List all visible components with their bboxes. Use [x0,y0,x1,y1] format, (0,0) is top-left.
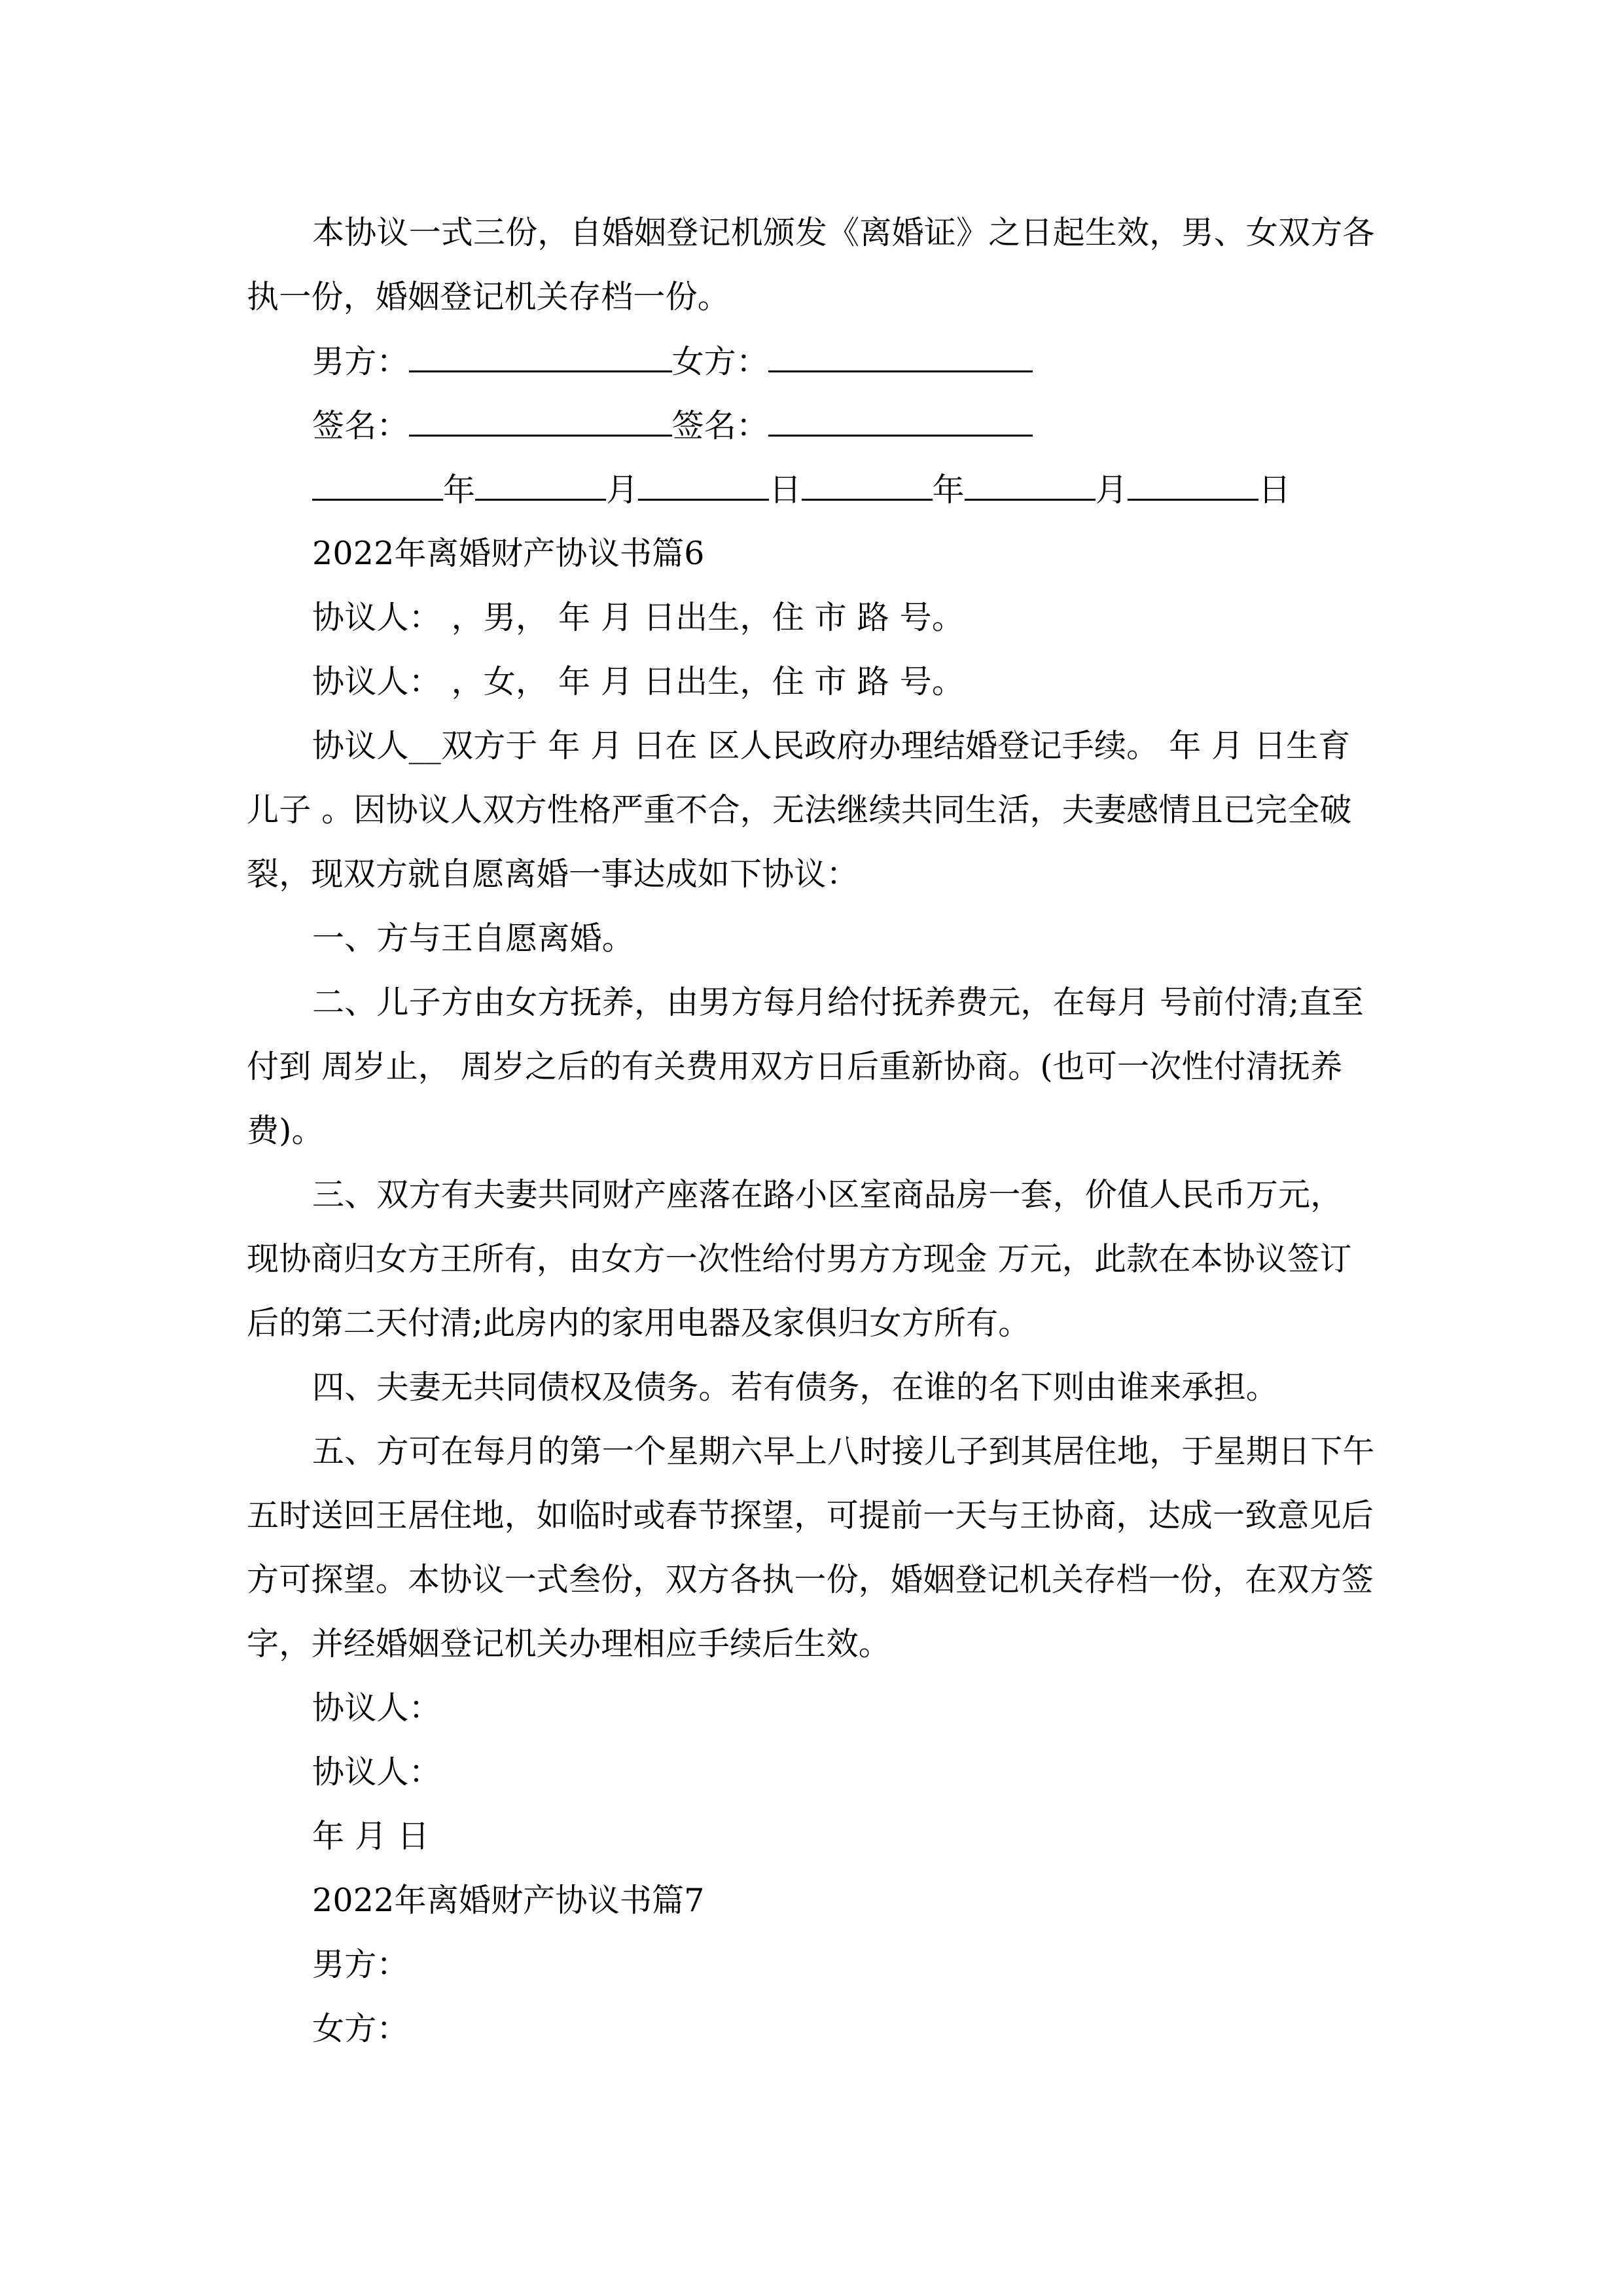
clause-3: 三、双方有夫妻共同财产座落在路小区室商品房一套，价值人民币万元， [312,1176,1343,1213]
date-unit: 月 [1095,471,1128,509]
signatory-line: 协议人： [312,1753,441,1791]
date-line: 年 月 日 [312,1818,430,1855]
sign-label-right: 签名： [671,407,769,444]
date-unit: 月 [606,471,639,509]
clause-2: 二、儿子方由女方抚养，由男方每月给付抚养费元，在每月 号前付清;直至 [312,984,1364,1021]
paragraph-line: 本协议一式三份，自婚姻登记机颁发《离婚证》之日起生效，男、女双方各 [312,214,1375,251]
month-blank[interactable] [965,470,1096,501]
party-line: 协议人： ，女， 年 月 日出生，住 市 路 号。 [312,663,965,700]
female-label: 女方： [671,343,769,380]
signatory-line: 协议人： [312,1689,441,1727]
clause-5: 五、方可在每月的第一个星期六早上八时接儿子到其居住地，于星期日下午 [312,1433,1375,1470]
section-heading: 2022年离婚财产协议书篇7 [312,1882,705,1919]
paragraph-line: 方可探望。本协议一式叁份，双方各执一份，婚姻登记机关存档一份，在双方签 [247,1561,1374,1598]
party-line: 协议人： ，男， 年 月 日出生，住 市 路 号。 [312,599,965,636]
date-unit: 年 [932,471,965,509]
male-signature-blank[interactable] [409,342,672,372]
signature-row-parties [312,342,1379,382]
paragraph-line: 后的第二天付清;此房内的家用电器及家俱归女方所有。 [247,1304,1031,1342]
sign-label-left: 签名： [312,407,409,444]
paragraph-line: 字，并经婚姻登记机关办理相应手续后生效。 [247,1625,891,1662]
day-blank[interactable] [1128,470,1258,501]
date-unit: 日 [769,471,802,509]
sign-blank-left[interactable] [409,406,672,437]
male-party-line: 男方： [312,1946,409,1983]
day-blank[interactable] [638,470,769,501]
signature-row-names [312,406,1379,446]
year-blank[interactable] [802,470,933,501]
paragraph-line: 儿子 。因协议人双方性格严重不合，无法继续共同生活，夫妻感情且已完全破 [247,791,1352,829]
paragraph-line: 费)。 [247,1112,324,1149]
male-label: 男方： [312,343,409,380]
section-heading: 2022年离婚财产协议书篇6 [312,535,705,572]
paragraph-line: 现协商归女方王所有，由女方一次性给付男方方现金 万元，此款在本协议签订 [247,1240,1352,1278]
female-party-line: 女方： [312,2010,409,2047]
paragraph-line: 五时送回王居住地，如临时或春节探望，可提前一天与王协商，达成一致意见后 [247,1497,1374,1534]
paragraph-line: 协议人__双方于 年 月 日在 区人民政府办理结婚登记手续。 年 月 日生育 [312,727,1351,764]
clause-4: 四、夫妻无共同债权及债务。若有债务，在谁的名下则由谁来承担。 [312,1369,1279,1406]
date-unit: 日 [1258,471,1291,509]
date-unit: 年 [443,471,476,509]
paragraph-line: 裂，现双方就自愿离婚一事达成如下协议： [247,855,859,893]
sign-blank-right[interactable] [768,406,1033,437]
clause-1: 一、方与王自愿离婚。 [312,920,635,957]
paragraph-line: 执一份，婚姻登记机关存档一份。 [247,278,730,315]
female-signature-blank[interactable] [768,342,1033,372]
month-blank[interactable] [475,470,606,501]
paragraph-line: 付到 周岁止， 周岁之后的有关费用双方日后重新协商。(也可一次性付清抚养 [247,1048,1343,1085]
signature-row-dates [312,470,1379,510]
year-blank[interactable] [312,470,443,501]
